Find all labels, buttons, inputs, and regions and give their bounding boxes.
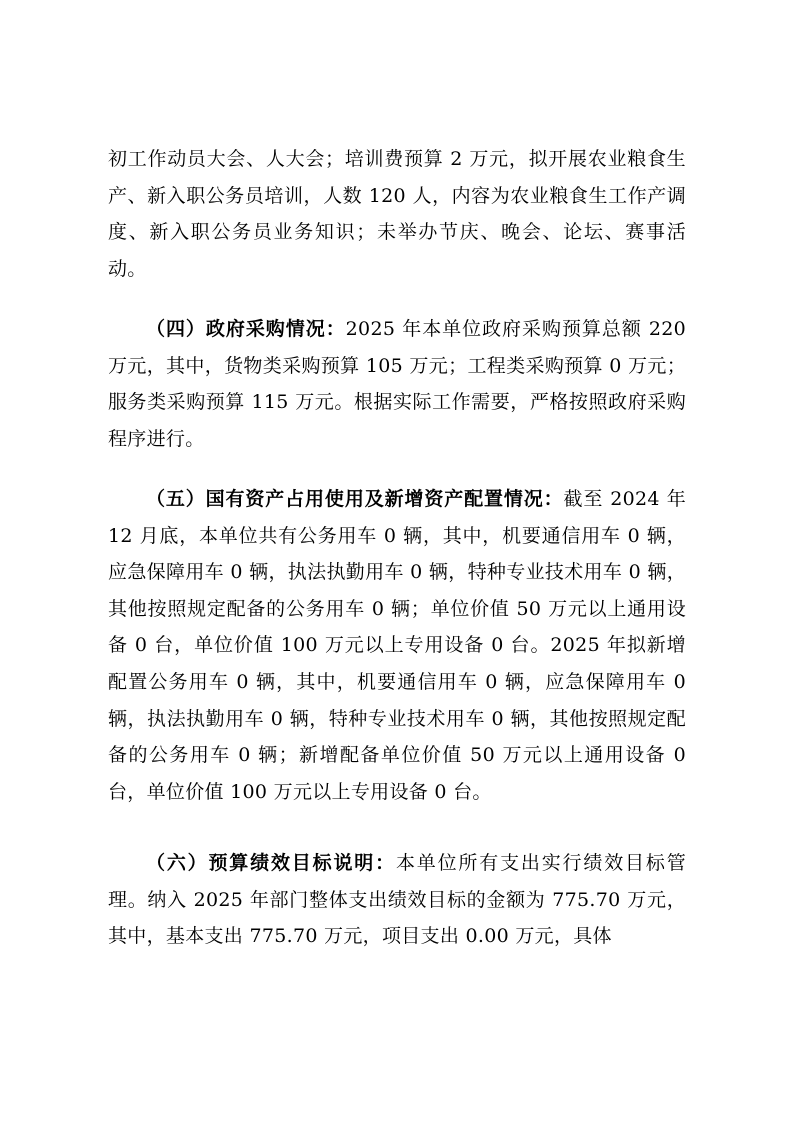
section-heading: （四）政府采购情况： [146, 318, 346, 340]
body-text [108, 845, 686, 955]
body-text [108, 481, 686, 810]
body-text [108, 141, 686, 287]
body-text [108, 311, 686, 457]
paragraph-performance-goals [108, 845, 686, 955]
paragraph-text: 本单位所有支出实行绩效目标管理。纳入 2025 年部门整体支出绩效目标的金额为 775.70 万元，其中，基本支出 775.70 万元，项目支出 0.00 万元，具体 [108, 852, 686, 948]
paragraph-text: 截至 2024 年 12 月底，本单位共有公务用车 0 辆，其中，机要通信用车 0 辆，应急保障用车 0 辆，执法执勤用车 0 辆，特种专业技术用车 0 辆，其他按照规定配备的公务用车 0 辆；单位价值 50 万元以上通用设备 0 台，单位价值 100 万元以上专用设备 0 台。2025 年拟新增配置公务用车 0 辆，其中，机要通信用车 0 辆，应急保障用车 0 辆，执法执勤用车 0 辆，特种专业技术用车 0 辆，其他按照规定配备的公务用车 0 辆；新增配备单位价值 50 万元以上通用设备 0 台，单位价值 100 万元以上专用设备 0 台。 [108, 488, 686, 803]
paragraph-continuation [108, 141, 686, 287]
paragraph-procurement [108, 311, 686, 457]
paragraph-text: 初工作动员大会、人大会；培训费预算 2 万元，拟开展农业粮食生产、新入职公务员培训，人数 120 人，内容为农业粮食生工作产调度、新入职公务员业务知识；未举办节庆、晚会、论坛、赛事活动。 [108, 148, 686, 280]
paragraph-text: 2025 年本单位政府采购预算总额 220 万元，其中，货物类采购预算 105 万元；工程类采购预算 0 万元；服务类采购预算 115 万元。根据实际工作需要，严格按照政府采购程序进行。 [108, 318, 686, 450]
paragraph-state-assets [108, 481, 686, 810]
section-heading: （五）国有资产占用使用及新增资产配置情况： [146, 488, 564, 510]
section-heading: （六）预算绩效目标说明： [146, 852, 396, 874]
